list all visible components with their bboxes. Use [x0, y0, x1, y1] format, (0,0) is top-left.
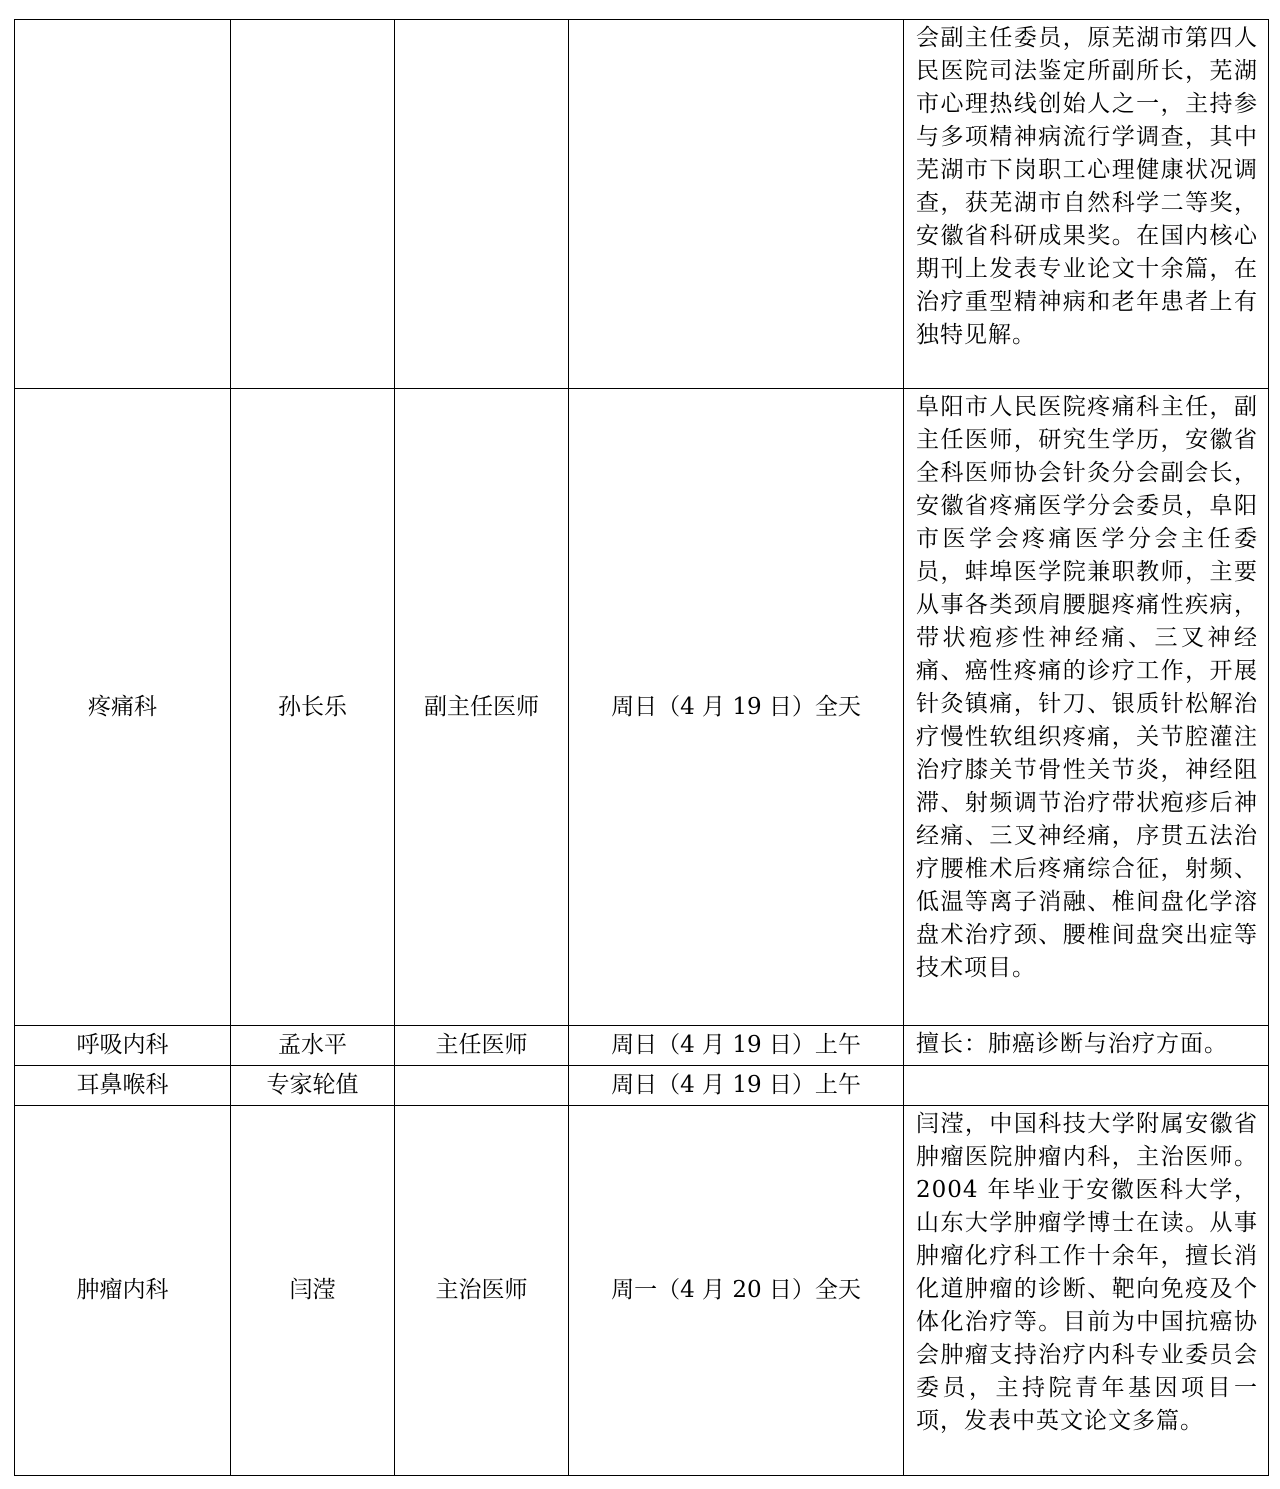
title-cell: 副主任医师: [395, 389, 569, 1026]
department-cell: 耳鼻喉科: [15, 1066, 231, 1106]
department-cell: 呼吸内科: [15, 1026, 231, 1066]
table-row: [15, 1106, 1269, 1476]
title-cell: 主治医师: [395, 1106, 569, 1476]
schedule-cell: 周日（4 月 19 日）上午: [569, 1066, 904, 1106]
schedule-cell: [569, 20, 904, 389]
department-cell: [15, 20, 231, 389]
doctor-cell: [231, 20, 395, 389]
description-cell: 阜阳市人民医院疼痛科主任，副主任医师，研究生学历，安徽省全科医师协会针灸分会副会长，安徽省疼痛医学分会委员，阜阳市医学会疼痛医学分会主任委员，蚌埠医学院兼职教师，主要从事各类颈肩腰腿疼痛性疾病，带状疱疹性神经痛、三叉神经痛、癌性疼痛的诊疗工作，开展针灸镇痛，针刀、银质针松解治疗慢性软组织疼痛，关节腔灌注治疗膝关节骨性关节炎，神经阻滞、射频调节治疗带状疱疹后神经痛、三叉神经痛，序贯五法治疗腰椎术后疼痛综合征，射频、低温等离子消融、椎间盘化学溶盘术治疗颈、腰椎间盘突出症等技术项目。: [904, 389, 1269, 1026]
title-cell: [395, 20, 569, 389]
table-row: [15, 1026, 1269, 1066]
doctor-cell: 孙长乐: [231, 389, 395, 1026]
description-cell: [904, 1066, 1269, 1106]
schedule-cell: 周日（4 月 19 日）全天: [569, 389, 904, 1026]
description-cell: 擅长：肺癌诊断与治疗方面。: [904, 1026, 1269, 1066]
table-row: [15, 1066, 1269, 1106]
doctor-cell: 孟水平: [231, 1026, 395, 1066]
table-row: [15, 20, 1269, 389]
title-cell: [395, 1066, 569, 1106]
description-cell: 会副主任委员，原芜湖市第四人民医院司法鉴定所副所长，芜湖市心理热线创始人之一，主持参与多项精神病流行学调查，其中芜湖市下岗职工心理健康状况调查，获芜湖市自然科学二等奖，安徽省科研成果奖。在国内核心期刊上发表专业论文十余篇，在治疗重型精神病和老年患者上有独特见解。: [904, 20, 1269, 389]
doctor-cell: 闫滢: [231, 1106, 395, 1476]
doctor-cell: 专家轮值: [231, 1066, 395, 1106]
schedule-cell: 周一（4 月 20 日）全天: [569, 1106, 904, 1476]
schedule-cell: 周日（4 月 19 日）上午: [569, 1026, 904, 1066]
department-cell: 疼痛科: [15, 389, 231, 1026]
department-cell: 肿瘤内科: [15, 1106, 231, 1476]
description-cell: 闫滢，中国科技大学附属安徽省肿瘤医院肿瘤内科，主治医师。2004 年毕业于安徽医科大学，山东大学肿瘤学博士在读。从事肿瘤化疗科工作十余年，擅长消化道肿瘤的诊断、靶向免疫及个体化治疗等。目前为中国抗癌协会肿瘤支持治疗内科专业委员会委员，主持院青年基因项目一项，发表中英文论文多篇。: [904, 1106, 1269, 1476]
title-cell: 主任医师: [395, 1026, 569, 1066]
doctor-schedule-table: [14, 19, 1269, 1476]
table-row: [15, 389, 1269, 1026]
